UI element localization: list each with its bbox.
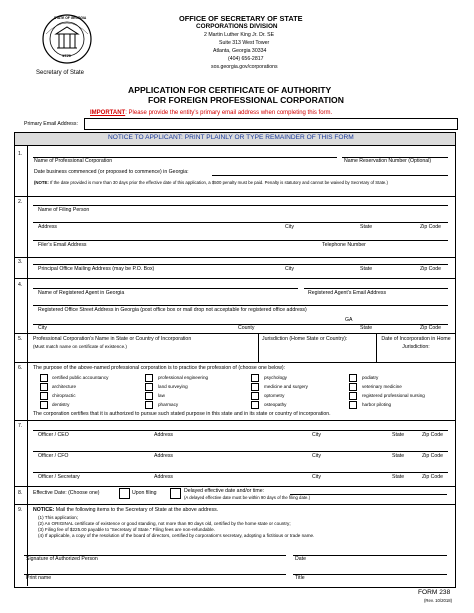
- checkbox-veterinary-medicine[interactable]: [349, 383, 357, 391]
- mail-item-3: (3) Filing fee of $225.00 payable to “Secretary of State.” Filing fees are non-refundable.: [38, 527, 215, 532]
- checkbox-professional-engineering[interactable]: [145, 374, 153, 382]
- officer-ceo-label: Officer / CEO: [38, 432, 69, 438]
- delayed-date-checkbox[interactable]: [170, 488, 181, 499]
- print-name-line[interactable]: [24, 574, 286, 575]
- s2-address-label: Address: [38, 224, 58, 230]
- address-line-5: sos.georgia.gov/corporations: [211, 64, 278, 70]
- date-incorporation-label: Date of Incorporation in Home Jurisdiction:: [381, 336, 451, 350]
- checkbox-dentistry[interactable]: [40, 401, 48, 409]
- section-9-number: 9.: [18, 507, 23, 513]
- officer-cfo-zip-label: Zip Code: [422, 453, 444, 459]
- checkbox-psychology[interactable]: [251, 374, 259, 382]
- home-name-label: Professional Corporation’s Name in State or Country of Incorporation: [33, 336, 192, 342]
- checkbox-pharmacy[interactable]: [145, 401, 153, 409]
- seal-year: 1776: [62, 53, 71, 58]
- seal-text: STATE OF GEORGIA: [54, 16, 87, 20]
- checkbox-law[interactable]: [145, 392, 153, 400]
- address-line-4: (404) 656-2817: [228, 56, 264, 62]
- penalty-text: If the date provided is more than 30 days prior the effective date of this application, a $500 penalty must be paid. Penalty is statutory and cannot be waived by Secretary of State.): [50, 180, 388, 185]
- officer-ceo-city-label: City: [312, 432, 321, 438]
- profession-label: architecture: [52, 384, 77, 389]
- s4-county-label: County: [238, 325, 255, 331]
- delayed-date-label: Delayed effective date and/or time:: [184, 488, 265, 494]
- seal-caption: Secretary of State: [36, 70, 85, 76]
- checkbox-harbor-piloting[interactable]: [349, 401, 357, 409]
- s2-city-label: City: [285, 224, 294, 230]
- corp-name-label: Name of Professional Corporation: [34, 158, 113, 164]
- s3-city-label: City: [285, 266, 294, 272]
- note-prefix: (NOTE:: [34, 180, 49, 185]
- upon-filing-label: Upon filing: [132, 490, 157, 496]
- checkbox-architecture[interactable]: [40, 383, 48, 391]
- mailing-notice: [33, 508, 218, 513]
- purpose-intro: The purpose of the above-named professional corporation is to practice the profession of (choose one below):: [33, 365, 286, 371]
- notice-body: Mail the following items to the Secretary of State at the above address.: [55, 507, 219, 513]
- officer-secretary-state-label: State: [392, 474, 405, 480]
- state-seal: [42, 14, 92, 64]
- profession-label: dentistry: [52, 402, 70, 407]
- checkbox-chiropractic[interactable]: [40, 392, 48, 400]
- officer-secretary-city-label: City: [312, 474, 321, 480]
- profession-label: chiropractic: [52, 393, 76, 398]
- officer-cfo-label: Officer / CFO: [38, 453, 69, 459]
- officer-ceo-address-label: Address: [154, 432, 174, 438]
- profession-label: podiatry: [362, 375, 379, 380]
- section-7-number: 7.: [18, 423, 23, 429]
- s3-zip-label: Zip Code: [420, 266, 442, 272]
- telephone-label: Telephone Number: [322, 242, 366, 248]
- profession-label: pharmacy: [158, 402, 179, 407]
- date-line[interactable]: [293, 555, 447, 556]
- officer-secretary-zip-label: Zip Code: [422, 474, 444, 480]
- signature-label: Signature of Authorized Person: [26, 556, 98, 562]
- print-name-label: Print name: [26, 575, 52, 581]
- section-6-number: 6.: [18, 365, 23, 371]
- office-title: OFFICE OF SECRETARY OF STATE: [179, 14, 303, 23]
- officer-ceo-zip-label: Zip Code: [422, 432, 444, 438]
- address-line-3: Atlanta, Georgia 30334: [213, 48, 267, 54]
- date-label: Date: [295, 556, 306, 562]
- s3-state-label: State: [360, 266, 373, 272]
- important-text: : Please provide the entity’s primary email address when completing this form.: [125, 110, 333, 116]
- profession-label: psychology: [264, 375, 287, 380]
- notice-label: NOTICE:: [33, 507, 55, 513]
- date-commenced-line[interactable]: [212, 175, 448, 176]
- agent-email-label: Registered Agent’s Email Address: [308, 290, 387, 296]
- profession-label: osteopathy: [264, 402, 287, 407]
- penalty-note: [34, 180, 446, 185]
- s2-state-label: State: [360, 224, 373, 230]
- delayed-date-note: (A delayed effective date must be within 90 days of the filing date.): [184, 495, 311, 500]
- checkbox-land-surveying[interactable]: [145, 383, 153, 391]
- ga-prefill: GA: [345, 317, 353, 323]
- form-frame: [14, 132, 456, 588]
- principal-office-label: Principal Office Mailing Address (may be P.O. Box): [38, 266, 155, 272]
- mail-item-4: (4) If applicable, a copy of the resolution of the board of directors, certified by corporation’s secretary, adopting a fictitious or trade name.: [38, 533, 315, 538]
- s4-city-label: City: [38, 325, 47, 331]
- reservation-label: Name Reservation Number (Optional): [344, 158, 432, 164]
- profession-label: law: [158, 393, 165, 398]
- checkbox-optometry[interactable]: [251, 392, 259, 400]
- section-3-number: 3.: [18, 259, 23, 265]
- jurisdiction-label: Jurisdiction (Home State or Country):: [262, 336, 348, 342]
- profession-label: professional engineering: [158, 375, 209, 380]
- officer-cfo-city-label: City: [312, 453, 321, 459]
- upon-filing-checkbox[interactable]: [119, 488, 130, 499]
- filer-email-label: Filer’s Email Address: [38, 242, 87, 248]
- mail-item-2: (2) An ORIGINAL certificate of existence or good standing, not more than 90 days old, certified by the home state or country;: [38, 521, 291, 526]
- important-note: [90, 110, 332, 116]
- profession-label: medicine and surgery: [264, 384, 308, 389]
- date-commenced-label: Date business commenced (or proposed to commence) in Georgia:: [34, 169, 189, 175]
- effective-date-label: Effective Date: (Choose one): [33, 490, 100, 496]
- profession-label: harbor piloting: [362, 402, 392, 407]
- officer-cfo-address-label: Address: [154, 453, 174, 459]
- email-field[interactable]: [84, 118, 458, 130]
- profession-label: land surveying: [158, 384, 188, 389]
- home-name-note: (Must match name on certificate of existence.): [33, 344, 127, 349]
- section-8-number: 8.: [18, 490, 23, 496]
- section-1-number: 1.: [18, 151, 23, 157]
- section-2-number: 2.: [18, 199, 23, 205]
- checkbox-osteopathy[interactable]: [251, 401, 259, 409]
- form-title-line-1: APPLICATION FOR CERTIFICATE OF AUTHORITY: [128, 85, 332, 95]
- agent-name-label: Name of Registered Agent in Georgia: [38, 290, 125, 296]
- s4-state-label: State: [360, 325, 373, 331]
- s4-zip-label: Zip Code: [420, 325, 442, 331]
- officer-ceo-state-label: State: [392, 432, 405, 438]
- filer-name-label: Name of Filing Person: [38, 207, 90, 213]
- division-title: CORPORATIONS DIVISION: [196, 23, 278, 30]
- email-label: Primary Email Address:: [24, 121, 78, 127]
- delayed-date-line[interactable]: [290, 494, 447, 495]
- form-title-line-2: FOR FOREIGN PROFESSIONAL CORPORATION: [148, 95, 344, 105]
- checkbox-medicine-and-surgery[interactable]: [251, 383, 259, 391]
- title-label: Title: [295, 575, 305, 581]
- certification-statement: The corporation certifies that it is authorized to pursue such stated purpose in this state and in its state or country of incorporation.: [33, 411, 331, 417]
- important-label: IMPORTANT: [90, 110, 126, 116]
- section-4-number: 4.: [18, 282, 23, 288]
- officer-secretary-label: Officer / Secretary: [38, 474, 80, 480]
- officer-secretary-address-label: Address: [154, 474, 174, 480]
- notice-text: NOTICE TO APPLICANT: PRINT PLAINLY OR TYPE REMAINDER OF THIS FORM: [108, 134, 354, 141]
- s2-zip-label: Zip Code: [420, 224, 442, 230]
- address-line-2: Suite 313 West Tower: [219, 40, 270, 46]
- checkbox-certified-public-accountancy[interactable]: [40, 374, 48, 382]
- profession-label: certified public accountancy: [52, 375, 109, 380]
- address-line-1: 2 Martin Luther King Jr. Dr. SE: [204, 32, 275, 38]
- registered-office-label: Registered Office Street Address in Georgia (post office box or mail drop not acceptable for registered office address): [38, 307, 307, 313]
- form-revision: (Rev. 10/2018): [424, 598, 453, 603]
- profession-label: registered professional nursing: [362, 393, 425, 398]
- officer-cfo-state-label: State: [392, 453, 405, 459]
- checkbox-podiatry[interactable]: [349, 374, 357, 382]
- mail-item-1: (1) This application;: [38, 515, 79, 520]
- section-5-number: 5.: [18, 336, 23, 342]
- form-number: FORM 238: [418, 589, 451, 596]
- title-line[interactable]: [293, 574, 447, 575]
- profession-label: optometry: [264, 393, 285, 398]
- profession-label: veterinary medicine: [362, 384, 402, 389]
- checkbox-registered-professional-nursing[interactable]: [349, 392, 357, 400]
